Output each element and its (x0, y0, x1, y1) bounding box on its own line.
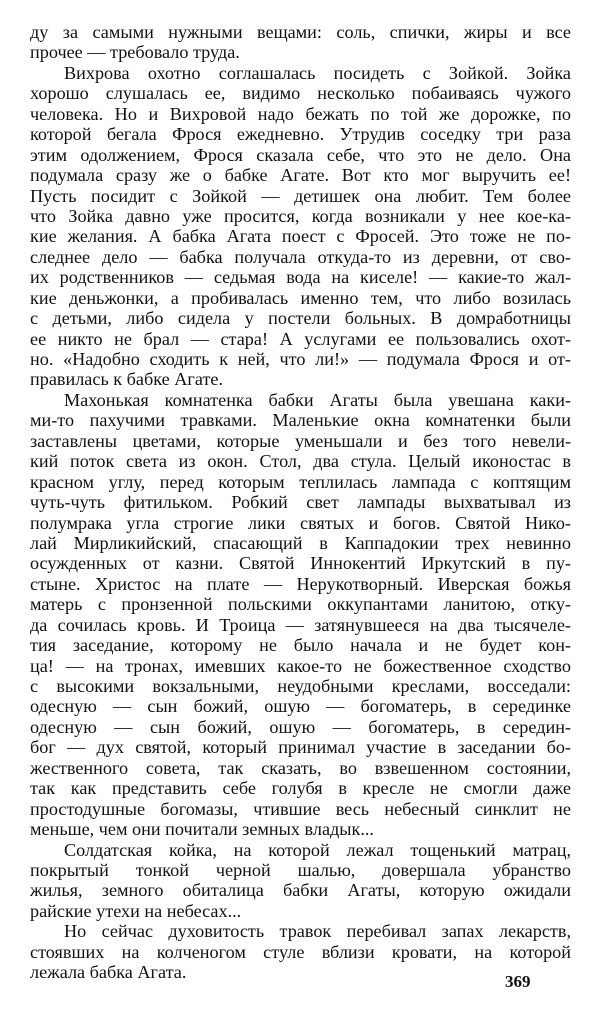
text-line: подумала сразу же о бабке Агате. Вот кто мог выручить ее! (30, 165, 571, 186)
text-line: которой бегала Фрося ежедневно. Утрудив соседку три раза (30, 124, 571, 145)
text-line: с детьми, либо сидела у постели больных. В домработницы (30, 308, 571, 329)
text-line: осужденных от казни. Святой Иннокентий Иркутский в пу- (30, 553, 571, 574)
text-line: с высокими вокзальными, неудобными креслами, восседали: (30, 676, 571, 696)
text-line: Солдатская койка, на которой лежал тощенький матрац, (64, 839, 571, 860)
text-line: ду за самыми нужными вещами: соль, спички, жиры и все (30, 22, 571, 42)
text-line: Вихрова охотно соглашалась посидеть с Зойкой. Зойка (64, 62, 571, 83)
text-line: одесную — сын божий, ошую — богоматерь, в серединке (30, 696, 571, 717)
text-line: кий поток света из окон. Стол, два стула. Целый иконостас в (30, 451, 571, 472)
text-line: кие желания. А бабка Агата поест с Фросей. Это тоже не по- (30, 226, 571, 247)
text-line: правилась к бабке Агате. (30, 369, 224, 390)
text-line: стыне. Христос на плате — Нерукотворный. Иверская божья (30, 573, 571, 594)
text-line: кие деньжонки, а пробивалась именно тем, что либо возилась (30, 287, 571, 308)
text-line: заставлены цветами, которые уменьшали и без того невели- (30, 430, 571, 451)
text-line: тия заседание, которому не было начала и не будет кон- (30, 635, 571, 656)
text-line: покрытый тонкой черной шалью, довершала убранство (30, 859, 571, 880)
text-line: бог — дух святой, который принимал участие в заседании бо- (30, 737, 571, 758)
text-line: но. «Надобно сходить к ней, что ли!» — подумала Фрося и от- (30, 349, 571, 369)
text-line: стоявших на колченогом стуле вблизи кровати, на которой (30, 941, 571, 962)
text-line: чуть-чуть фитильком. Робкий свет лампады выхватывал из (30, 492, 571, 513)
text-line: да сочилась кровь. И Троица — затянувшееся на два тысячеле- (30, 614, 571, 635)
text-line: ца! — на тронах, имевших какое-то не божественное сходство (30, 655, 571, 676)
text-line: так как представить себе голубя в кресле не смогли даже (30, 778, 571, 799)
text-line: лежала бабка Агата. (30, 962, 187, 983)
text-line: что Зойка давно уже просится, когда возникали у нее кое-ка- (30, 205, 571, 226)
text-line: жилья, земного обиталица бабки Агаты, которую ожидали (30, 880, 571, 901)
text-line: следнее дело — бабка получала откуда-то из деревни, от сво- (30, 246, 571, 267)
text-line: прочее — требовало труда. (30, 42, 240, 63)
text-line: ми-то пахучими травками. Маленькие окна комнатенки были (30, 410, 571, 431)
text-line: меньше, чем они почитали земных владык... (30, 819, 374, 840)
text-line: лай Мирликийский, спасающий в Каппадокии трех невинно (30, 532, 571, 553)
text-line: Махонькая комнатенка бабки Агаты была увешана каки- (64, 389, 571, 410)
text-line: простодушные богомазы, чтившие весь небесный синклит не (30, 798, 571, 819)
text-line: жественного совета, так сказать, во взвешенном состоянии, (30, 757, 571, 778)
text-line: хорошо слушалась ее, видимо несколько побаиваясь чужого (30, 83, 571, 104)
page-number: 369 (505, 972, 531, 991)
text-line: этим одолжением, Фрося сказала себе, что это не дело. Она (30, 144, 571, 165)
text-line: ее никто не брал — стара! А услугами ее пользовались охот- (30, 328, 571, 349)
text-line: полумрака угла строгие лики святых и богов. Святой Нико- (30, 512, 571, 533)
text-line: их родственников — седьмая вода на киселе! — какие-то жал- (30, 267, 571, 288)
text-line: Пусть посидит с Зойкой — детишек она любит. Тем более (30, 185, 571, 206)
text-line: райские утехи на небесах... (30, 900, 242, 921)
book-page-text (30, 22, 571, 983)
text-line: матерь с пронзенной польскими оккупантами ланитою, отку- (30, 594, 571, 615)
text-line: красном углу, перед которым теплилась лампада с коптящим (30, 471, 571, 492)
text-line: человека. Но и Вихровой надо бежать по той же дорожке, по (30, 103, 571, 124)
text-line: одесную — сын божий, ошую — богоматерь, в середин- (30, 716, 571, 737)
text-line: Но сейчас духовитость травок перебивал запах лекарств, (64, 921, 571, 942)
